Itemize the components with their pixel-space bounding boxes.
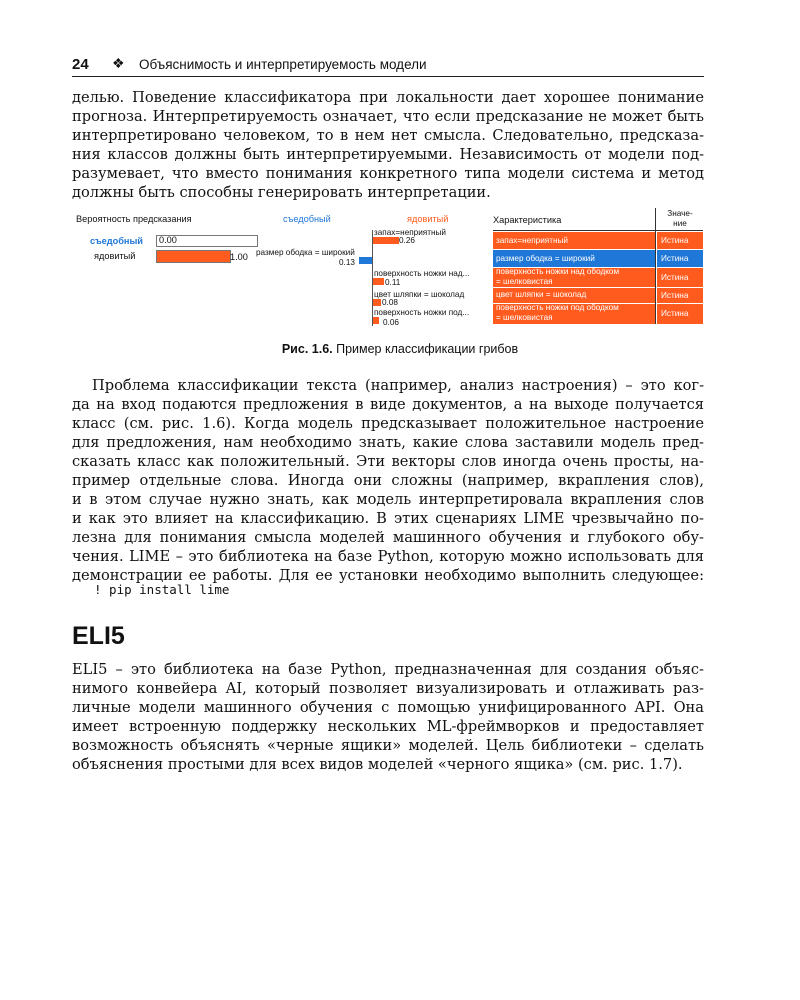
paragraph-3 <box>72 660 704 774</box>
table-row-value: Истина <box>661 309 689 318</box>
table-row-value: Истина <box>661 291 689 300</box>
feature-value: 0.08 <box>382 298 398 307</box>
text-line: возможность объяснять «черные ящики» моделей. Цель библиотеки – сделать <box>72 737 704 754</box>
feature-value: 0.26 <box>399 236 415 245</box>
header-rule <box>72 76 704 77</box>
feature-value: 0.13 <box>339 258 355 267</box>
text-line: и в этом случае нужно знать, как модель интерпретировала вкрапления слов <box>72 491 704 508</box>
proba-value-edible: 0.00 <box>159 235 177 245</box>
section-heading: ELI5 <box>72 622 125 650</box>
proba-label-edible: съедобный <box>90 236 143 246</box>
feature-bar <box>373 278 384 285</box>
text-line: да на вход подаются предложения в виде документов, а на выходе получается <box>72 396 704 413</box>
table-header-value: Значе- ние <box>667 209 693 228</box>
feature-label: запах=неприятный <box>374 228 446 237</box>
table-header-rule <box>493 230 703 231</box>
feature-bar <box>359 257 372 264</box>
proba-label-poisonous: ядовитый <box>94 251 136 261</box>
header-separator: ❖ <box>112 56 125 72</box>
table-row-feature: запах=неприятный <box>496 236 568 245</box>
table-row-feature: размер ободка = широкий <box>496 254 595 263</box>
running-title: Объяснимость и интерпретируемость модели <box>139 57 427 72</box>
paragraph-1 <box>72 88 704 202</box>
table-row-feature: цвет шляпки = шоколад <box>496 290 587 299</box>
text-line: сказать класс как положительный. Эти векторы слов иногда очень просты, на- <box>72 453 704 470</box>
table-header-feature: Характеристика <box>493 215 562 225</box>
text-line: должны быть способны генерировать интерпретации. <box>72 184 491 201</box>
text-line: прогноза. Интерпретируемость означает, что если предсказание не может быть <box>72 108 704 125</box>
text-line: ELI5 – это библиотека на базе Python, предназначенная для создания объяс- <box>72 661 704 678</box>
text-line: объяснения простыми для всех видов моделей «черного ящика» (см. рис. 1.7). <box>72 756 683 773</box>
text-line: для предложения, нам необходимо знать, какие слова заставили модель пред- <box>72 434 704 451</box>
page-number: 24 <box>72 56 89 73</box>
text-line: личные модели машинного обучения с помощью унифицированного API. Она <box>72 699 704 716</box>
text-line: пример отдельные слова. Иногда они сложны (например, вкрапления слов), <box>72 472 704 489</box>
table-row-feature: поверхность ножки под ободком = шелковистая <box>496 303 619 322</box>
table-row-value: Истина <box>661 236 689 245</box>
proba-title: Вероятность предсказания <box>76 214 192 224</box>
text-line: чения. LIME – это библиотека на базе Python, которую можно использовать для <box>72 548 704 565</box>
text-line: Проблема классификации текста (например, анализ настроения) – это ког- <box>92 377 704 394</box>
table-row-value: Истина <box>661 254 689 263</box>
feature-bar <box>373 299 381 306</box>
proba-value-poisonous: 1.00 <box>230 252 248 262</box>
code-snippet: ! pip install lime <box>94 582 230 597</box>
class-left-header: съедобный <box>283 214 331 224</box>
feature-bar <box>373 317 379 324</box>
text-line: ния классов должны быть интерпретируемыми. Независимость от модели под- <box>72 146 704 163</box>
text-line: и как это влияет на классификацию. В этих сценариях LIME чрезвычайно по- <box>72 510 704 527</box>
text-line: класс (см. рис. 1.6). Когда модель предсказывает положительное настроение <box>72 415 704 432</box>
feature-label: размер ободка = широкий <box>256 248 355 257</box>
feature-label: поверхность ножки под... <box>374 308 470 317</box>
class-right-header: ядовитый <box>407 214 449 224</box>
table-row-value: Истина <box>661 273 689 282</box>
text-line: интерпретировано человеком, то в нем нет смысла. Следовательно, предсказа- <box>72 127 704 144</box>
text-line: делью. Поведение классификатора при локальности дает хорошее понимание <box>72 89 704 106</box>
text-line: демонстрации ее работы. Для ее установки необходимо выполнить следующее: <box>72 567 704 584</box>
text-line: лезна для понимания смысла моделей машинного обучения и глубокого обу- <box>72 529 704 546</box>
lime-figure <box>72 208 704 330</box>
text-line: нимого конвейера AI, который позволяет визуализировать и отлаживать раз- <box>72 680 704 697</box>
figure-caption <box>0 342 800 356</box>
feature-label: поверхность ножки над... <box>374 269 470 278</box>
text-line: разумевает, что вместо понимания конкретного типа модели система и метод <box>72 165 704 182</box>
proba-bar-poisonous <box>156 250 231 263</box>
figure-caption-text: Пример классификации грибов <box>332 342 519 356</box>
feature-bar <box>373 237 399 244</box>
text-line: имеет встроенную поддержку нескольких ML-фреймворков и предоставляет <box>72 718 704 735</box>
feature-value: 0.11 <box>385 278 401 287</box>
feature-label: цвет шляпки = шоколад <box>374 290 465 299</box>
table-row-feature: поверхность ножки над ободком = шелковистая <box>496 267 620 286</box>
figure-caption-number: Рис. 1.6. <box>281 342 333 356</box>
table-column-divider <box>655 208 656 324</box>
paragraph-2 <box>72 376 704 585</box>
page-header <box>72 54 704 76</box>
feature-value: 0.06 <box>383 318 399 327</box>
